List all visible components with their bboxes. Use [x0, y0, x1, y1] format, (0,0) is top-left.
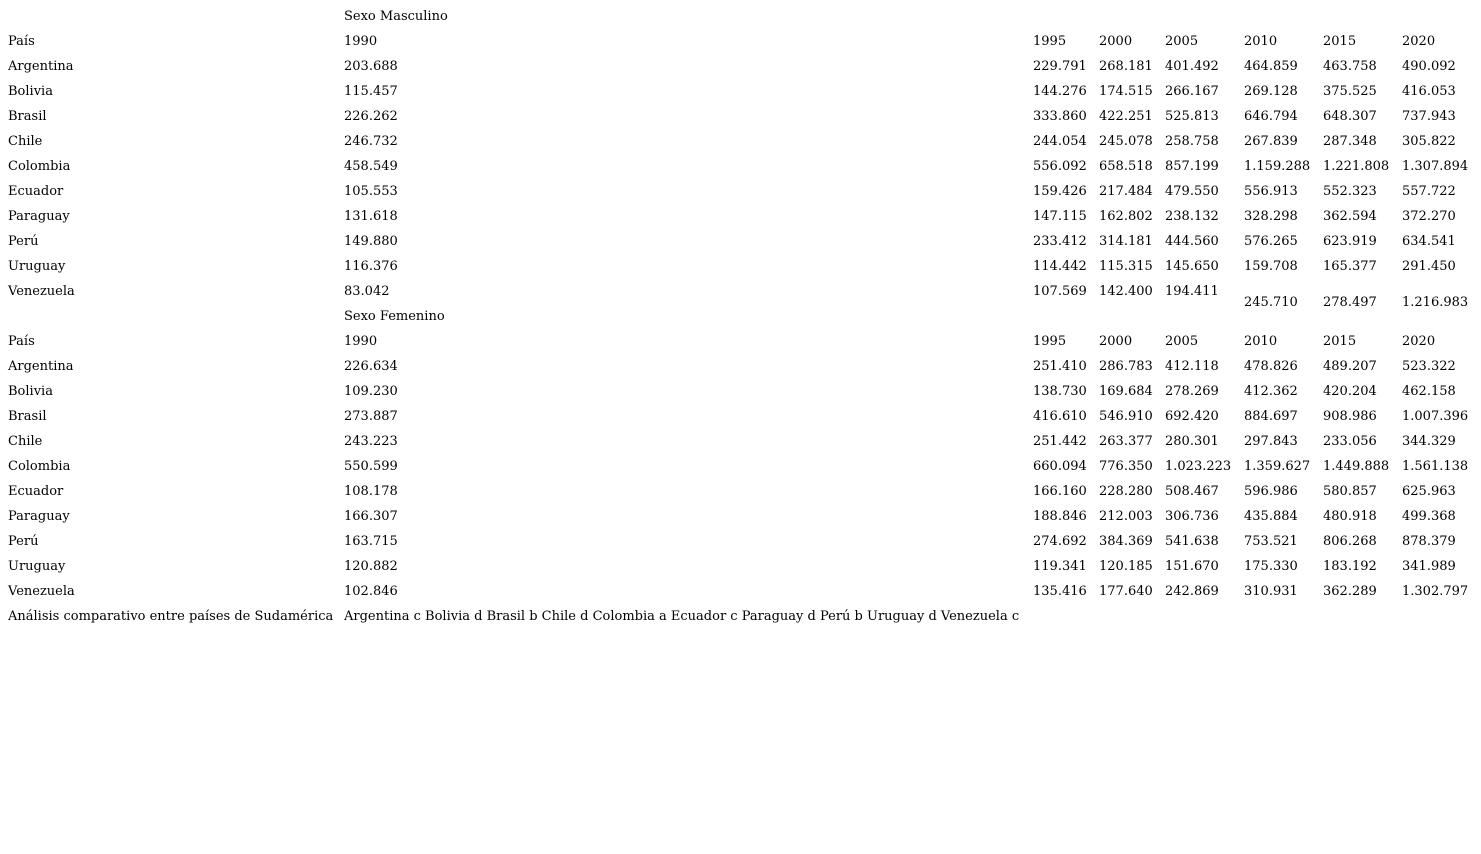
- value-cell: 305.822: [1402, 134, 1456, 149]
- value-cell: 508.467: [1165, 484, 1219, 499]
- value-cell: 737.943: [1402, 109, 1456, 124]
- header-cell: 2015: [1323, 334, 1357, 349]
- value-cell: 1.359.627: [1244, 459, 1311, 474]
- value-cell: 280.301: [1165, 434, 1219, 449]
- value-cell: 169.684: [1099, 384, 1153, 399]
- country-cell: Colombia: [8, 159, 71, 174]
- value-cell: 135.416: [1033, 584, 1087, 599]
- value-cell: 162.802: [1099, 209, 1153, 224]
- value-cell: 884.697: [1244, 409, 1298, 424]
- value-cell: 490.092: [1402, 59, 1456, 74]
- value-cell: 372.270: [1402, 209, 1456, 224]
- country-cell: Brasil: [8, 409, 47, 424]
- country-cell: Ecuador: [8, 184, 64, 199]
- value-cell: 625.963: [1402, 484, 1456, 499]
- value-cell: 177.640: [1099, 584, 1153, 599]
- value-cell: 556.092: [1033, 159, 1087, 174]
- value-cell: 362.289: [1323, 584, 1377, 599]
- value-cell: 229.791: [1033, 59, 1087, 74]
- value-cell: 576.265: [1244, 234, 1298, 249]
- value-cell: 306.736: [1165, 509, 1219, 524]
- value-cell: 580.857: [1323, 484, 1377, 499]
- value-cell: 623.919: [1323, 234, 1377, 249]
- country-cell: Argentina: [8, 59, 74, 74]
- value-cell: 1.216.983: [1402, 295, 1469, 310]
- value-cell: 273.887: [344, 409, 398, 424]
- header-cell: 2000: [1099, 34, 1133, 49]
- value-cell: 412.362: [1244, 384, 1298, 399]
- value-cell: 258.758: [1165, 134, 1219, 149]
- value-cell: 251.442: [1033, 434, 1087, 449]
- value-cell: 217.484: [1099, 184, 1153, 199]
- value-cell: 908.986: [1323, 409, 1377, 424]
- value-cell: 233.412: [1033, 234, 1087, 249]
- header-cell: País: [8, 334, 35, 349]
- value-cell: 499.368: [1402, 509, 1456, 524]
- value-cell: 108.178: [344, 484, 398, 499]
- value-cell: 263.377: [1099, 434, 1153, 449]
- value-cell: 286.783: [1099, 359, 1153, 374]
- value-cell: 462.158: [1402, 384, 1456, 399]
- value-cell: 314.181: [1099, 234, 1153, 249]
- value-cell: 458.549: [344, 159, 398, 174]
- value-cell: 268.181: [1099, 59, 1153, 74]
- country-cell: Brasil: [8, 109, 47, 124]
- value-cell: 596.986: [1244, 484, 1298, 499]
- value-cell: 1.007.396: [1402, 409, 1469, 424]
- country-cell: Paraguay: [8, 509, 70, 524]
- header-cell: 1995: [1033, 34, 1067, 49]
- value-cell: 328.298: [1244, 209, 1298, 224]
- value-cell: 634.541: [1402, 234, 1456, 249]
- value-cell: 159.708: [1244, 259, 1298, 274]
- country-cell: Paraguay: [8, 209, 70, 224]
- header-cell: 1990: [344, 334, 378, 349]
- value-cell: 145.650: [1165, 259, 1219, 274]
- header-cell: País: [8, 34, 35, 49]
- value-cell: 556.913: [1244, 184, 1298, 199]
- country-cell: Perú: [8, 534, 39, 549]
- value-cell: 228.280: [1099, 484, 1153, 499]
- value-cell: 1.302.797: [1402, 584, 1469, 599]
- value-cell: 166.160: [1033, 484, 1087, 499]
- value-cell: 183.192: [1323, 559, 1377, 574]
- country-cell: Uruguay: [8, 259, 66, 274]
- header-cell: 2005: [1165, 334, 1199, 349]
- header-cell: 2000: [1099, 334, 1133, 349]
- country-cell: Bolivia: [8, 84, 53, 99]
- value-cell: 278.269: [1165, 384, 1219, 399]
- value-cell: 267.839: [1244, 134, 1298, 149]
- country-cell: Venezuela: [8, 584, 75, 599]
- value-cell: 174.515: [1099, 84, 1153, 99]
- country-cell: Venezuela: [8, 284, 75, 299]
- value-cell: 384.369: [1099, 534, 1153, 549]
- value-cell: 166.307: [344, 509, 398, 524]
- value-cell: 776.350: [1099, 459, 1153, 474]
- value-cell: 489.207: [1323, 359, 1377, 374]
- value-cell: 226.634: [344, 359, 398, 374]
- header-cell: 2005: [1165, 34, 1199, 49]
- country-cell: Perú: [8, 234, 39, 249]
- value-cell: 550.599: [344, 459, 398, 474]
- value-cell: 238.132: [1165, 209, 1219, 224]
- header-cell: 1995: [1033, 334, 1067, 349]
- value-cell: 362.594: [1323, 209, 1377, 224]
- value-cell: 878.379: [1402, 534, 1456, 549]
- value-cell: 806.268: [1323, 534, 1377, 549]
- header-cell: 2020: [1402, 334, 1436, 349]
- value-cell: 212.003: [1099, 509, 1153, 524]
- value-cell: 226.262: [344, 109, 398, 124]
- value-cell: 243.223: [344, 434, 398, 449]
- value-cell: 83.042: [344, 284, 390, 299]
- value-cell: 266.167: [1165, 84, 1219, 99]
- value-cell: 753.521: [1244, 534, 1298, 549]
- value-cell: 541.638: [1165, 534, 1219, 549]
- value-cell: 525.813: [1165, 109, 1219, 124]
- value-cell: 109.230: [344, 384, 398, 399]
- value-cell: 660.094: [1033, 459, 1087, 474]
- value-cell: 480.918: [1323, 509, 1377, 524]
- value-cell: 1.221.808: [1323, 159, 1390, 174]
- value-cell: 546.910: [1099, 409, 1153, 424]
- value-cell: 444.560: [1165, 234, 1219, 249]
- value-cell: 333.860: [1033, 109, 1087, 124]
- value-cell: 120.185: [1099, 559, 1153, 574]
- analysis-label: Análisis comparativo entre países de Sudamérica: [8, 609, 334, 624]
- value-cell: 245.078: [1099, 134, 1153, 149]
- value-cell: 291.450: [1402, 259, 1456, 274]
- header-cell: 2020: [1402, 34, 1436, 49]
- country-cell: Argentina: [8, 359, 74, 374]
- country-cell: Ecuador: [8, 484, 64, 499]
- country-cell: Chile: [8, 134, 43, 149]
- value-cell: 857.199: [1165, 159, 1219, 174]
- value-cell: 251.410: [1033, 359, 1087, 374]
- value-cell: 464.859: [1244, 59, 1298, 74]
- value-cell: 159.426: [1033, 184, 1087, 199]
- value-cell: 138.730: [1033, 384, 1087, 399]
- value-cell: 115.457: [344, 84, 398, 99]
- value-cell: 119.341: [1033, 559, 1087, 574]
- value-cell: 114.442: [1033, 259, 1087, 274]
- value-cell: 463.758: [1323, 59, 1377, 74]
- value-cell: 692.420: [1165, 409, 1219, 424]
- value-cell: 1.023.223: [1165, 459, 1232, 474]
- value-cell: 120.882: [344, 559, 398, 574]
- value-cell: 149.880: [344, 234, 398, 249]
- country-cell: Colombia: [8, 459, 71, 474]
- value-cell: 422.251: [1099, 109, 1153, 124]
- value-cell: 274.692: [1033, 534, 1087, 549]
- value-cell: 245.710: [1244, 295, 1298, 310]
- value-cell: 648.307: [1323, 109, 1377, 124]
- value-cell: 116.376: [344, 259, 398, 274]
- value-cell: 412.118: [1165, 359, 1219, 374]
- analysis-value: Argentina c Bolivia d Brasil b Chile d Colombia a Ecuador c Paraguay d Perú b Uruguay d Venezuela c: [344, 609, 1020, 624]
- value-cell: 246.732: [344, 134, 398, 149]
- header-cell: 2015: [1323, 34, 1357, 49]
- country-cell: Bolivia: [8, 384, 53, 399]
- value-cell: 416.610: [1033, 409, 1087, 424]
- value-cell: 203.688: [344, 59, 398, 74]
- country-cell: Uruguay: [8, 559, 66, 574]
- header-cell: 1990: [344, 34, 378, 49]
- section-title: Sexo Masculino: [344, 9, 448, 24]
- value-cell: 375.525: [1323, 84, 1377, 99]
- value-cell: 131.618: [344, 209, 398, 224]
- value-cell: 244.054: [1033, 134, 1087, 149]
- value-cell: 142.400: [1099, 284, 1153, 299]
- header-cell: 2010: [1244, 334, 1278, 349]
- country-cell: Chile: [8, 434, 43, 449]
- value-cell: 557.722: [1402, 184, 1456, 199]
- section-title: Sexo Femenino: [344, 309, 445, 324]
- value-cell: 344.329: [1402, 434, 1456, 449]
- value-cell: 479.550: [1165, 184, 1219, 199]
- value-cell: 147.115: [1033, 209, 1087, 224]
- value-cell: 151.670: [1165, 559, 1219, 574]
- value-cell: 287.348: [1323, 134, 1377, 149]
- value-cell: 1.449.888: [1323, 459, 1390, 474]
- value-cell: 658.518: [1099, 159, 1153, 174]
- value-cell: 233.056: [1323, 434, 1377, 449]
- value-cell: 552.323: [1323, 184, 1377, 199]
- value-cell: 105.553: [344, 184, 398, 199]
- value-cell: 435.884: [1244, 509, 1298, 524]
- value-cell: 1.561.138: [1402, 459, 1469, 474]
- value-cell: 310.931: [1244, 584, 1298, 599]
- value-cell: 194.411: [1165, 284, 1219, 299]
- value-cell: 188.846: [1033, 509, 1087, 524]
- value-cell: 646.794: [1244, 109, 1298, 124]
- value-cell: 175.330: [1244, 559, 1298, 574]
- value-cell: 523.322: [1402, 359, 1456, 374]
- value-cell: 269.128: [1244, 84, 1298, 99]
- value-cell: 401.492: [1165, 59, 1219, 74]
- value-cell: 1.307.894: [1402, 159, 1469, 174]
- value-cell: 478.826: [1244, 359, 1298, 374]
- value-cell: 420.204: [1323, 384, 1377, 399]
- value-cell: 107.569: [1033, 284, 1087, 299]
- value-cell: 242.869: [1165, 584, 1219, 599]
- value-cell: 163.715: [344, 534, 398, 549]
- value-cell: 102.846: [344, 584, 398, 599]
- value-cell: 278.497: [1323, 295, 1377, 310]
- value-cell: 297.843: [1244, 434, 1298, 449]
- value-cell: 144.276: [1033, 84, 1087, 99]
- value-cell: 341.989: [1402, 559, 1456, 574]
- value-cell: 115.315: [1099, 259, 1153, 274]
- value-cell: 416.053: [1402, 84, 1456, 99]
- header-cell: 2010: [1244, 34, 1278, 49]
- value-cell: 1.159.288: [1244, 159, 1311, 174]
- value-cell: 165.377: [1323, 259, 1377, 274]
